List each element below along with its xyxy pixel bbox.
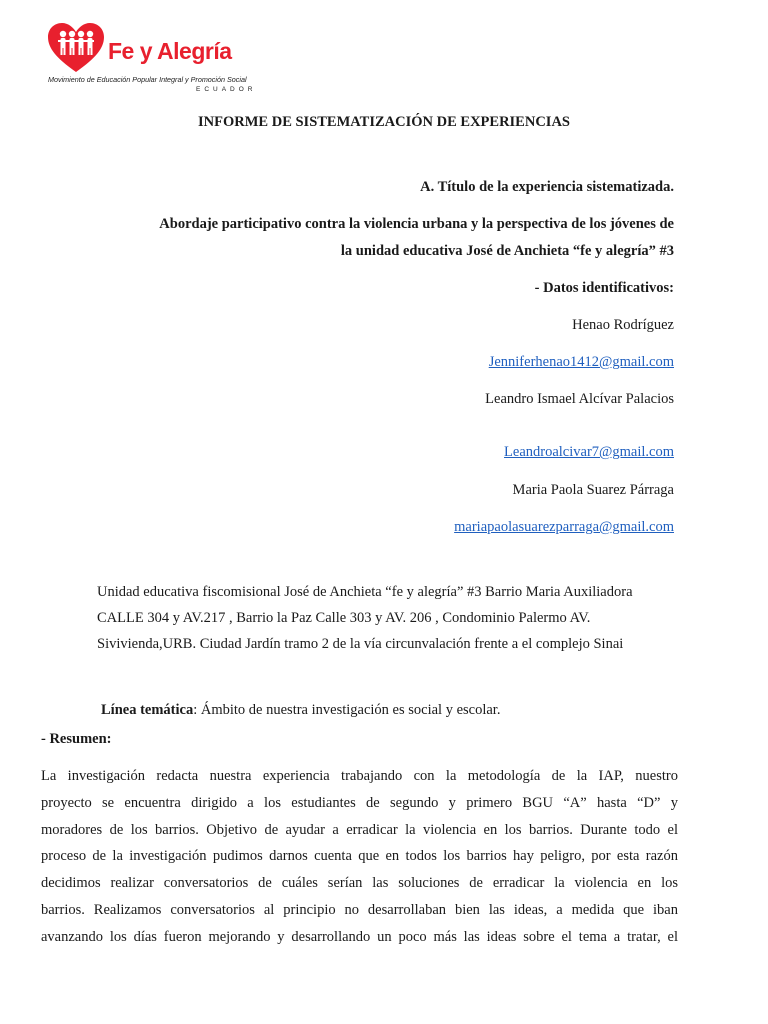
summary-line: avanzando los días fueron mejorando y desarrollando un poco más las ideas sobre el tema a tratar, el: [41, 929, 678, 945]
heart-children-icon: [46, 22, 106, 74]
author-name: Leandro Ismael Alcívar Palacios: [485, 391, 674, 407]
author-name: Henao Rodríguez: [572, 317, 674, 333]
summary-heading: - Resumen:: [41, 731, 112, 747]
data-heading: - Datos identificativos:: [534, 280, 674, 296]
summary-line: proceso de la investigación pudimos darnos cuenta que en todos los barrios hay peligro, por esta razón: [41, 848, 678, 864]
summary-line: La investigación redacta nuestra experiencia trabajando con la metodología de la IAP, nuestro: [41, 768, 678, 784]
summary-line: proyecto se encuentra dirigido a los estudiantes de segundo y primero BGU “A” hasta “D” y: [41, 795, 678, 811]
thematic-text: : Ámbito de nuestra investigación es social y escolar.: [193, 702, 501, 718]
author-email-link[interactable]: Leandroalcivar7@gmail.com: [504, 444, 674, 460]
summary-line: barrios. Realizamos conversatorios al principio no desarrollaban bien las ideas, a medida que iban: [41, 902, 678, 918]
document-title: INFORME DE SISTEMATIZACIÓN DE EXPERIENCIAS: [198, 114, 570, 130]
author-email-link[interactable]: Jenniferhenao1412@gmail.com: [488, 354, 674, 370]
experience-title-line-1: Abordaje participativo contra la violencia urbana y la perspectiva de los jóvenes de: [159, 216, 674, 232]
logo-brand-name: Fe y Alegría: [108, 38, 232, 64]
address-line: Sivivienda,URB. Ciudad Jardín tramo 2 de la vía circunvalación frente a el complejo Sinai: [97, 636, 624, 652]
address-line: CALLE 304 y AV.217 , Barrio la Paz Calle 303 y AV. 206 , Condominio Palermo AV.: [97, 610, 591, 626]
fe-y-alegria-logo: [46, 22, 257, 100]
author-email-link[interactable]: mariapaolasuarezparraga@gmail.com: [454, 519, 674, 535]
address-line: Unidad educativa fiscomisional José de Anchieta “fe y alegría” #3 Barrio Maria Auxiliadora: [97, 584, 633, 600]
summary-line: decidimos realizar conversatorios de cuáles serían las soluciones de erradicar la violencia en los: [41, 875, 678, 891]
logo-country: ECUADOR: [196, 86, 257, 93]
section-a-heading: A. Título de la experiencia sistematizada.: [420, 179, 674, 195]
thematic-line: [101, 702, 500, 719]
thematic-label: Línea temática: [101, 702, 194, 718]
logo-tagline: Movimiento de Educación Popular Integral y Promoción Social: [48, 75, 247, 84]
summary-line: moradores de los barrios. Objetivo de ayudar a erradicar la violencia en los barrios. Durante todo el: [41, 822, 678, 838]
experience-title-line-2: la unidad educativa José de Anchieta “fe y alegría” #3: [340, 243, 674, 259]
author-name: Maria Paola Suarez Párraga: [512, 482, 674, 498]
